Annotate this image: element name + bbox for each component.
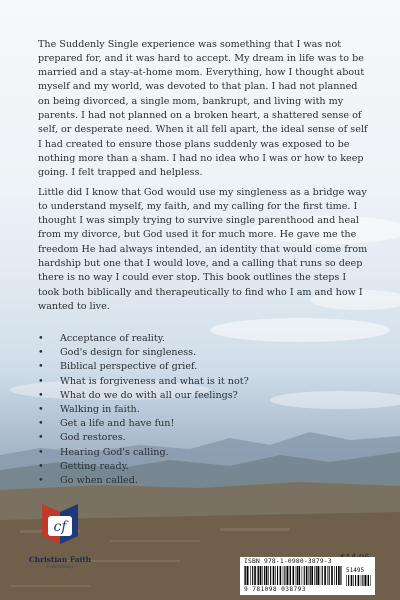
list-item <box>38 446 338 460</box>
price-barcode-bars <box>346 575 371 586</box>
chapter-topics-list <box>38 332 338 488</box>
list-item <box>38 460 338 474</box>
bullet-marker: • <box>38 460 44 472</box>
list-item <box>38 403 338 417</box>
list-item <box>38 431 338 445</box>
bullet-marker: • <box>38 418 44 430</box>
bullet-marker: • <box>38 446 44 458</box>
list-item <box>38 389 338 403</box>
price-code: 51495 <box>346 567 365 574</box>
topic-label: Walking in faith. <box>60 404 140 416</box>
publisher-logo-icon <box>36 500 84 548</box>
topic-label: Go when called. <box>60 475 138 487</box>
topic-label: What do we do with all our feelings? <box>60 389 238 401</box>
bullet-marker: • <box>38 375 44 387</box>
ean-number: 9 781098 038793 <box>244 586 306 593</box>
list-item <box>38 375 338 389</box>
publisher-tagline: Publishing <box>46 564 74 570</box>
topic-label: What is forgiveness and what is it not? <box>60 375 249 387</box>
isbn-barcode <box>240 557 375 595</box>
isbn-label: ISBN 978-1-0980-3879-3 <box>244 558 332 565</box>
topic-label: Get a life and have fun! <box>60 418 175 430</box>
topic-label: Getting ready. <box>60 460 129 472</box>
topic-label: God's design for singleness. <box>60 347 197 359</box>
topic-label: Hearing God's calling. <box>60 446 169 458</box>
logo-letters: cf <box>53 519 67 535</box>
topic-label: Biblical perspective of grief. <box>60 361 198 373</box>
topic-label: God restores. <box>60 432 126 444</box>
barcode-bars <box>244 566 342 585</box>
bullet-marker: • <box>38 333 44 344</box>
list-item <box>38 332 338 346</box>
list-item <box>38 360 338 374</box>
bullet-marker: • <box>38 361 44 373</box>
bullet-marker: • <box>38 432 44 444</box>
topic-label: Acceptance of reality. <box>60 333 165 344</box>
bullet-marker: • <box>38 389 44 401</box>
description-paragraph-1: The Suddenly Single experience was something that I was not prepared for, and it was hard to accept. My dream in life was to be married and a stay-at-home mom. Everything, how I thought about myself and my world, was devoted to that plan. I had not planned on being divorced, a single mom, bankrupt, and living with my parents. I had not planned on a broken heart, a shattered sense of self, or desperate need. When it all fell apart, the ideal sense of self I had created to ensure those plans suddenly was exposed to be nothing more than a sham. I had no idea who I was or how to keep going. I felt trapped and helpless. <box>38 38 368 179</box>
list-item <box>38 417 338 431</box>
list-item <box>38 346 338 360</box>
bullet-marker: • <box>38 475 44 487</box>
publisher-imprint <box>24 556 96 570</box>
publisher-name: Christian Faith <box>28 555 92 564</box>
description-paragraph-2: Little did I know that God would use my singleness as a bridge way to understand myself, my faith, and my calling for the first time. I thought I was simply trying to survive single parenthood and heal from my divorce, but God used it for much more. He gave me the freedom He had always intended, an identity that would come from hardship but one that I would love, and a calling that runs so deep there is no way I could ever stop. This book outlines the steps I took both biblically and therapeutically to find who I am and how I wanted to live. <box>38 186 368 312</box>
list-item <box>38 474 338 488</box>
bullet-marker: • <box>38 404 44 416</box>
bullet-marker: • <box>38 347 44 359</box>
